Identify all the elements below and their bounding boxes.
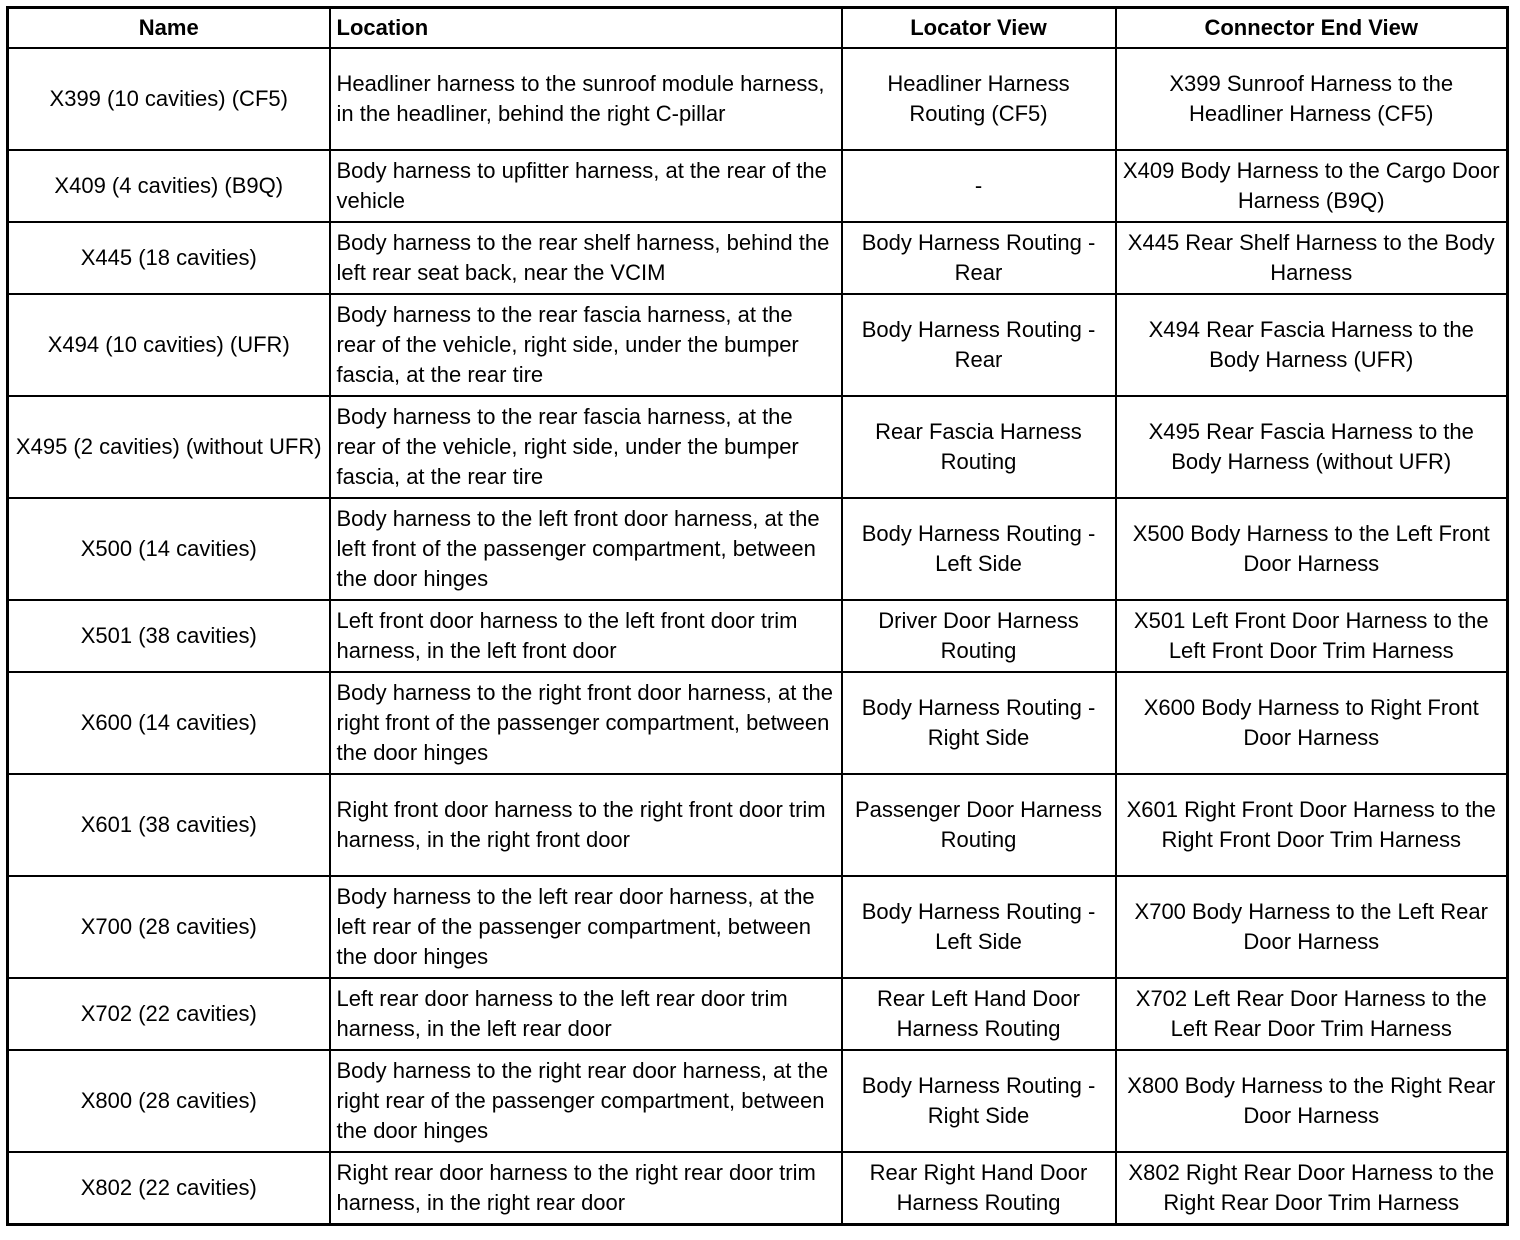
cell-connector-end-view: X702 Left Rear Door Harness to the Left Rear Door Trim Harness [1116, 978, 1508, 1050]
header-row [8, 8, 1508, 49]
header-connector-end-view: Connector End View [1116, 8, 1508, 49]
cell-connector-end-view: X494 Rear Fascia Harness to the Body Harness (UFR) [1116, 294, 1508, 396]
cell-locator-view: Body Harness Routing - Rear [842, 222, 1116, 294]
cell-name: X445 (18 cavities) [8, 222, 330, 294]
cell-connector-end-view: X500 Body Harness to the Left Front Door Harness [1116, 498, 1508, 600]
cell-connector-end-view: X700 Body Harness to the Left Rear Door Harness [1116, 876, 1508, 978]
table-row [8, 1152, 1508, 1224]
cell-locator-view: Passenger Door Harness Routing [842, 774, 1116, 876]
cell-locator-view: Driver Door Harness Routing [842, 600, 1116, 672]
cell-connector-end-view: X445 Rear Shelf Harness to the Body Harness [1116, 222, 1508, 294]
table-row [8, 396, 1508, 498]
cell-name: X409 (4 cavities) (B9Q) [8, 150, 330, 222]
table-row [8, 294, 1508, 396]
cell-name: X495 (2 cavities) (without UFR) [8, 396, 330, 498]
table-row [8, 1050, 1508, 1152]
table-row [8, 876, 1508, 978]
cell-name: X800 (28 cavities) [8, 1050, 330, 1152]
cell-location: Body harness to the right rear door harness, at the right rear of the passenger compartment, between the door hinges [330, 1050, 842, 1152]
cell-name: X494 (10 cavities) (UFR) [8, 294, 330, 396]
cell-location: Body harness to the left front door harness, at the left front of the passenger compartment, between the door hinges [330, 498, 842, 600]
cell-name: X700 (28 cavities) [8, 876, 330, 978]
cell-connector-end-view: X495 Rear Fascia Harness to the Body Harness (without UFR) [1116, 396, 1508, 498]
table-row [8, 498, 1508, 600]
cell-location: Body harness to the right front door harness, at the right front of the passenger compartment, between the door hinges [330, 672, 842, 774]
cell-location: Body harness to upfitter harness, at the rear of the vehicle [330, 150, 842, 222]
cell-connector-end-view: X600 Body Harness to Right Front Door Harness [1116, 672, 1508, 774]
table-row [8, 150, 1508, 222]
cell-locator-view: - [842, 150, 1116, 222]
header-location: Location [330, 8, 842, 49]
cell-location: Left front door harness to the left front door trim harness, in the left front door [330, 600, 842, 672]
cell-locator-view: Headliner Harness Routing (CF5) [842, 48, 1116, 150]
cell-locator-view: Rear Left Hand Door Harness Routing [842, 978, 1116, 1050]
cell-name: X500 (14 cavities) [8, 498, 330, 600]
cell-name: X501 (38 cavities) [8, 600, 330, 672]
cell-name: X702 (22 cavities) [8, 978, 330, 1050]
cell-location: Headliner harness to the sunroof module harness, in the headliner, behind the right C-pillar [330, 48, 842, 150]
cell-locator-view: Rear Fascia Harness Routing [842, 396, 1116, 498]
cell-name: X600 (14 cavities) [8, 672, 330, 774]
connector-table [6, 6, 1509, 1226]
cell-connector-end-view: X409 Body Harness to the Cargo Door Harness (B9Q) [1116, 150, 1508, 222]
cell-connector-end-view: X501 Left Front Door Harness to the Left Front Door Trim Harness [1116, 600, 1508, 672]
connector-table-sheet [6, 6, 1509, 1226]
table-row [8, 672, 1508, 774]
cell-locator-view: Body Harness Routing - Right Side [842, 1050, 1116, 1152]
cell-connector-end-view: X399 Sunroof Harness to the Headliner Harness (CF5) [1116, 48, 1508, 150]
cell-connector-end-view: X802 Right Rear Door Harness to the Right Rear Door Trim Harness [1116, 1152, 1508, 1224]
header-name: Name [8, 8, 330, 49]
cell-locator-view: Body Harness Routing - Right Side [842, 672, 1116, 774]
cell-location: Body harness to the rear fascia harness, at the rear of the vehicle, right side, under the bumper fascia, at the rear tire [330, 396, 842, 498]
cell-location: Right front door harness to the right front door trim harness, in the right front door [330, 774, 842, 876]
cell-locator-view: Body Harness Routing - Left Side [842, 498, 1116, 600]
cell-connector-end-view: X601 Right Front Door Harness to the Right Front Door Trim Harness [1116, 774, 1508, 876]
cell-connector-end-view: X800 Body Harness to the Right Rear Door Harness [1116, 1050, 1508, 1152]
cell-locator-view: Rear Right Hand Door Harness Routing [842, 1152, 1116, 1224]
table-row [8, 600, 1508, 672]
cell-location: Body harness to the left rear door harness, at the left rear of the passenger compartment, between the door hinges [330, 876, 842, 978]
cell-location: Left rear door harness to the left rear door trim harness, in the left rear door [330, 978, 842, 1050]
cell-name: X802 (22 cavities) [8, 1152, 330, 1224]
table-row [8, 222, 1508, 294]
cell-location: Body harness to the rear shelf harness, behind the left rear seat back, near the VCIM [330, 222, 842, 294]
table-row [8, 48, 1508, 150]
table-row [8, 978, 1508, 1050]
cell-locator-view: Body Harness Routing - Rear [842, 294, 1116, 396]
cell-location: Body harness to the rear fascia harness, at the rear of the vehicle, right side, under the bumper fascia, at the rear tire [330, 294, 842, 396]
cell-name: X601 (38 cavities) [8, 774, 330, 876]
table-row [8, 774, 1508, 876]
cell-location: Right rear door harness to the right rear door trim harness, in the right rear door [330, 1152, 842, 1224]
header-locator-view: Locator View [842, 8, 1116, 49]
cell-name: X399 (10 cavities) (CF5) [8, 48, 330, 150]
cell-locator-view: Body Harness Routing - Left Side [842, 876, 1116, 978]
